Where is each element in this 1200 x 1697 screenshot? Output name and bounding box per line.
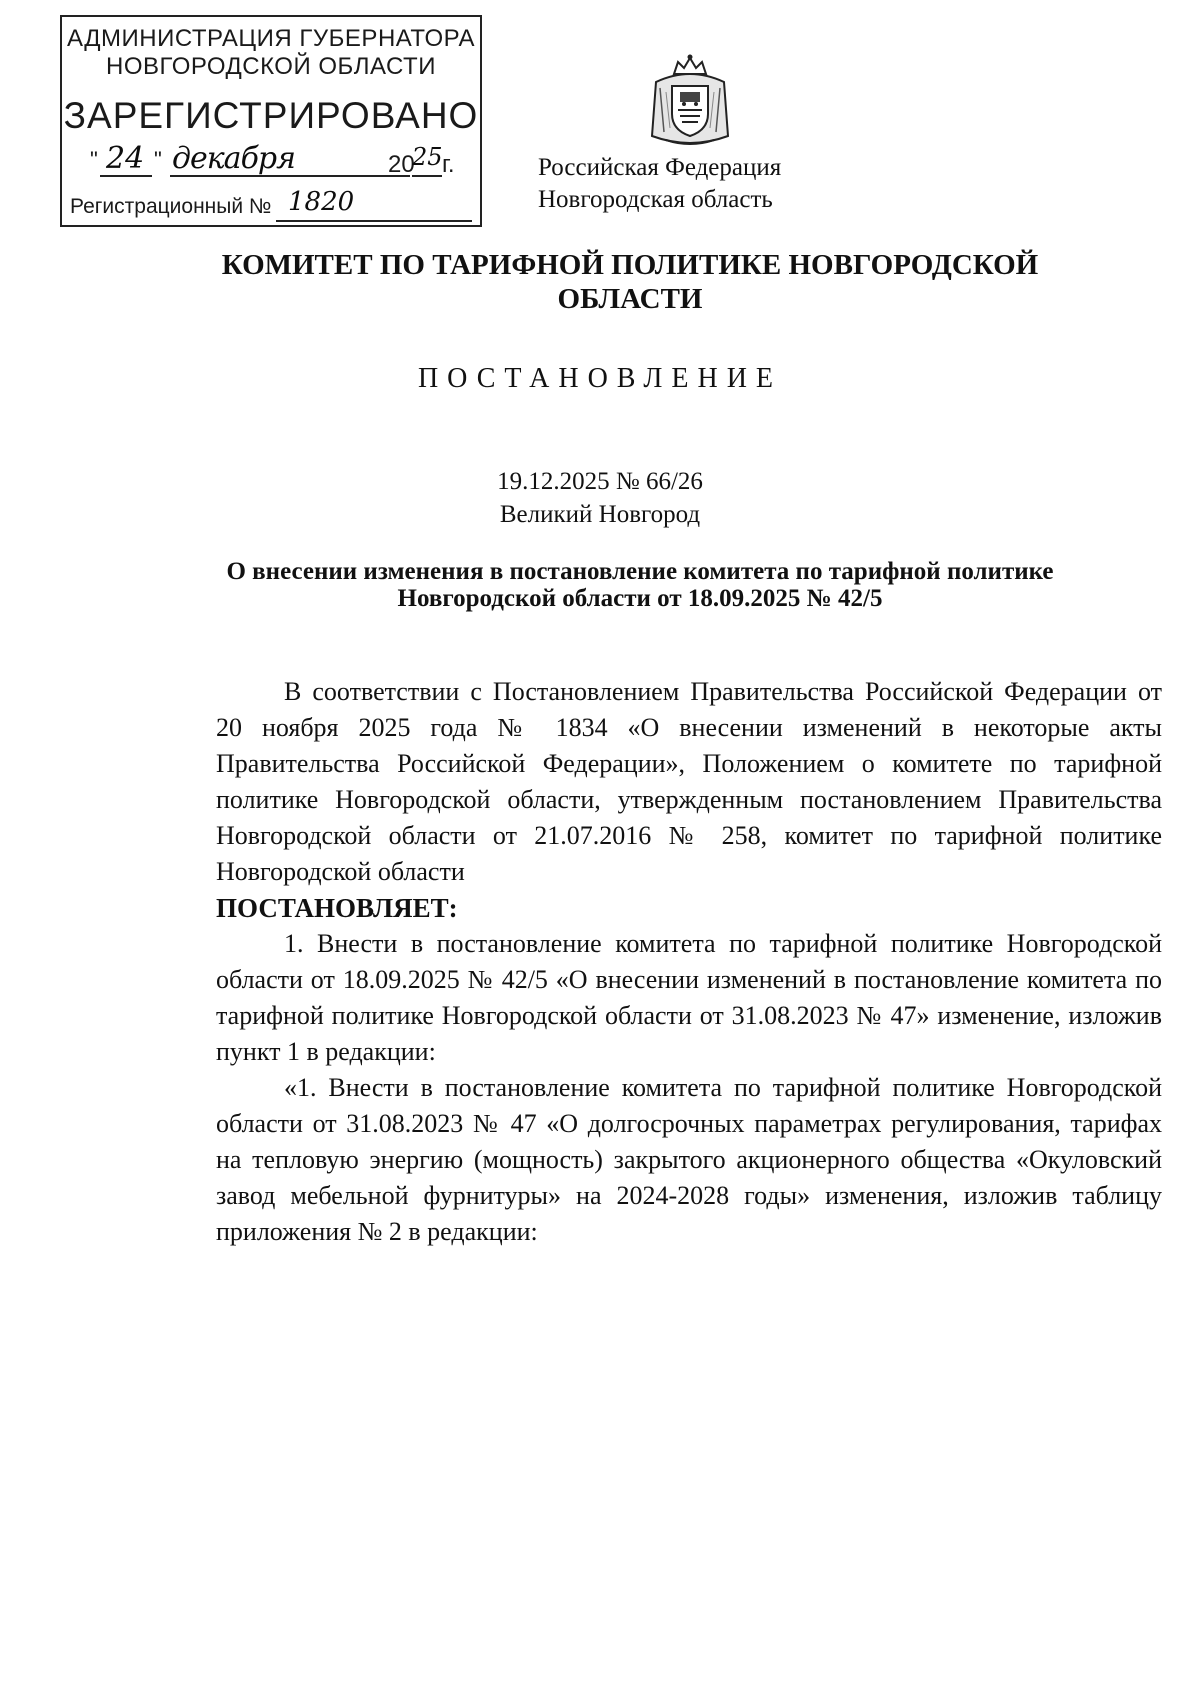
- city: Великий Новгород: [499, 501, 701, 528]
- country-name: Российская Федерация: [538, 154, 782, 181]
- stamp-line-region: НОВГОРОДСКОЙ ОБЛАСТИ: [106, 53, 436, 80]
- coat-of-arms-icon: [644, 52, 736, 152]
- stamp-registered: ЗАРЕГИСТРИРОВАНО: [63, 95, 479, 136]
- stamp-line-administration: АДМИНИСТРАЦИЯ ГУБЕРНАТОРА: [66, 25, 476, 52]
- region-name: Новгородская область: [538, 186, 773, 213]
- stamp-registration-number-row: [70, 195, 271, 219]
- document-type: ПОСТАНОВЛЕНИЕ: [417, 363, 783, 394]
- stamp-reg-label: Регистрационный №: [70, 195, 272, 218]
- document-body: [216, 674, 1162, 1250]
- stamp-quote-close: ": [154, 147, 162, 172]
- registration-stamp: [60, 15, 482, 227]
- stamp-reg-number: 1820: [288, 187, 355, 217]
- stamp-quote-open: ": [90, 147, 98, 172]
- stamp-year-suffix: 25: [412, 143, 443, 171]
- date-number-block: [0, 465, 1200, 531]
- stamp-day: 24: [106, 141, 145, 176]
- committee-title: КОМИТЕТ ПО ТАРИФНОЙ ПОЛИТИКЕ НОВГОРОДСКОЙ ОБЛАСТИ: [221, 249, 1039, 315]
- document-subject: О внесении изменения в постановление комитета по тарифной политике Новгородской области от 18.09.2025 № 42/5: [226, 558, 1054, 612]
- paragraph-quoted-item-1: «1. Внести в постановление комитета по тарифной политике Новгородской области от 31.08.2023 № 47 «О долгосрочных параметрах регулирования, тарифах на тепловую энергию (мощность) закрытого акционерного общества «Окуловский завод мебельной фурнитуры» на 2024-2028 годы» изменения, изложив таблицу приложения № 2 в редакции:: [216, 1073, 1162, 1246]
- resolves-heading: ПОСТАНОВЛЯЕТ:: [216, 893, 458, 923]
- issuer-block: [538, 152, 838, 216]
- date-number: 19.12.2025 № 66/26: [497, 468, 703, 495]
- stamp-year-prefix: 20: [388, 151, 415, 178]
- stamp-date-row: [90, 141, 470, 185]
- paragraph-preamble: В соответствии с Постановлением Правительства Российской Федерации от 20 ноября 2025 года № 1834 «О внесении изменений в некоторые акты Правительства Российской Федерации», Положением о комитете по тарифной политике Новгородской области, утвержденным постановлением Правительства Новгородской области от 21.07.2016 № 258, комитет по тарифной политике Новгородской области: [216, 677, 1162, 886]
- paragraph-item-1: 1. Внести в постановление комитета по тарифной политике Новгородской области от 18.09.2025 № 42/5 «О внесении изменений в постановление комитета по тарифной политике Новгородской области от 31.08.2023 № 47» изменение, изложив пункт 1 в редакции:: [216, 929, 1162, 1066]
- stamp-year-mark: г.: [442, 151, 455, 178]
- stamp-month: декабря: [172, 141, 295, 176]
